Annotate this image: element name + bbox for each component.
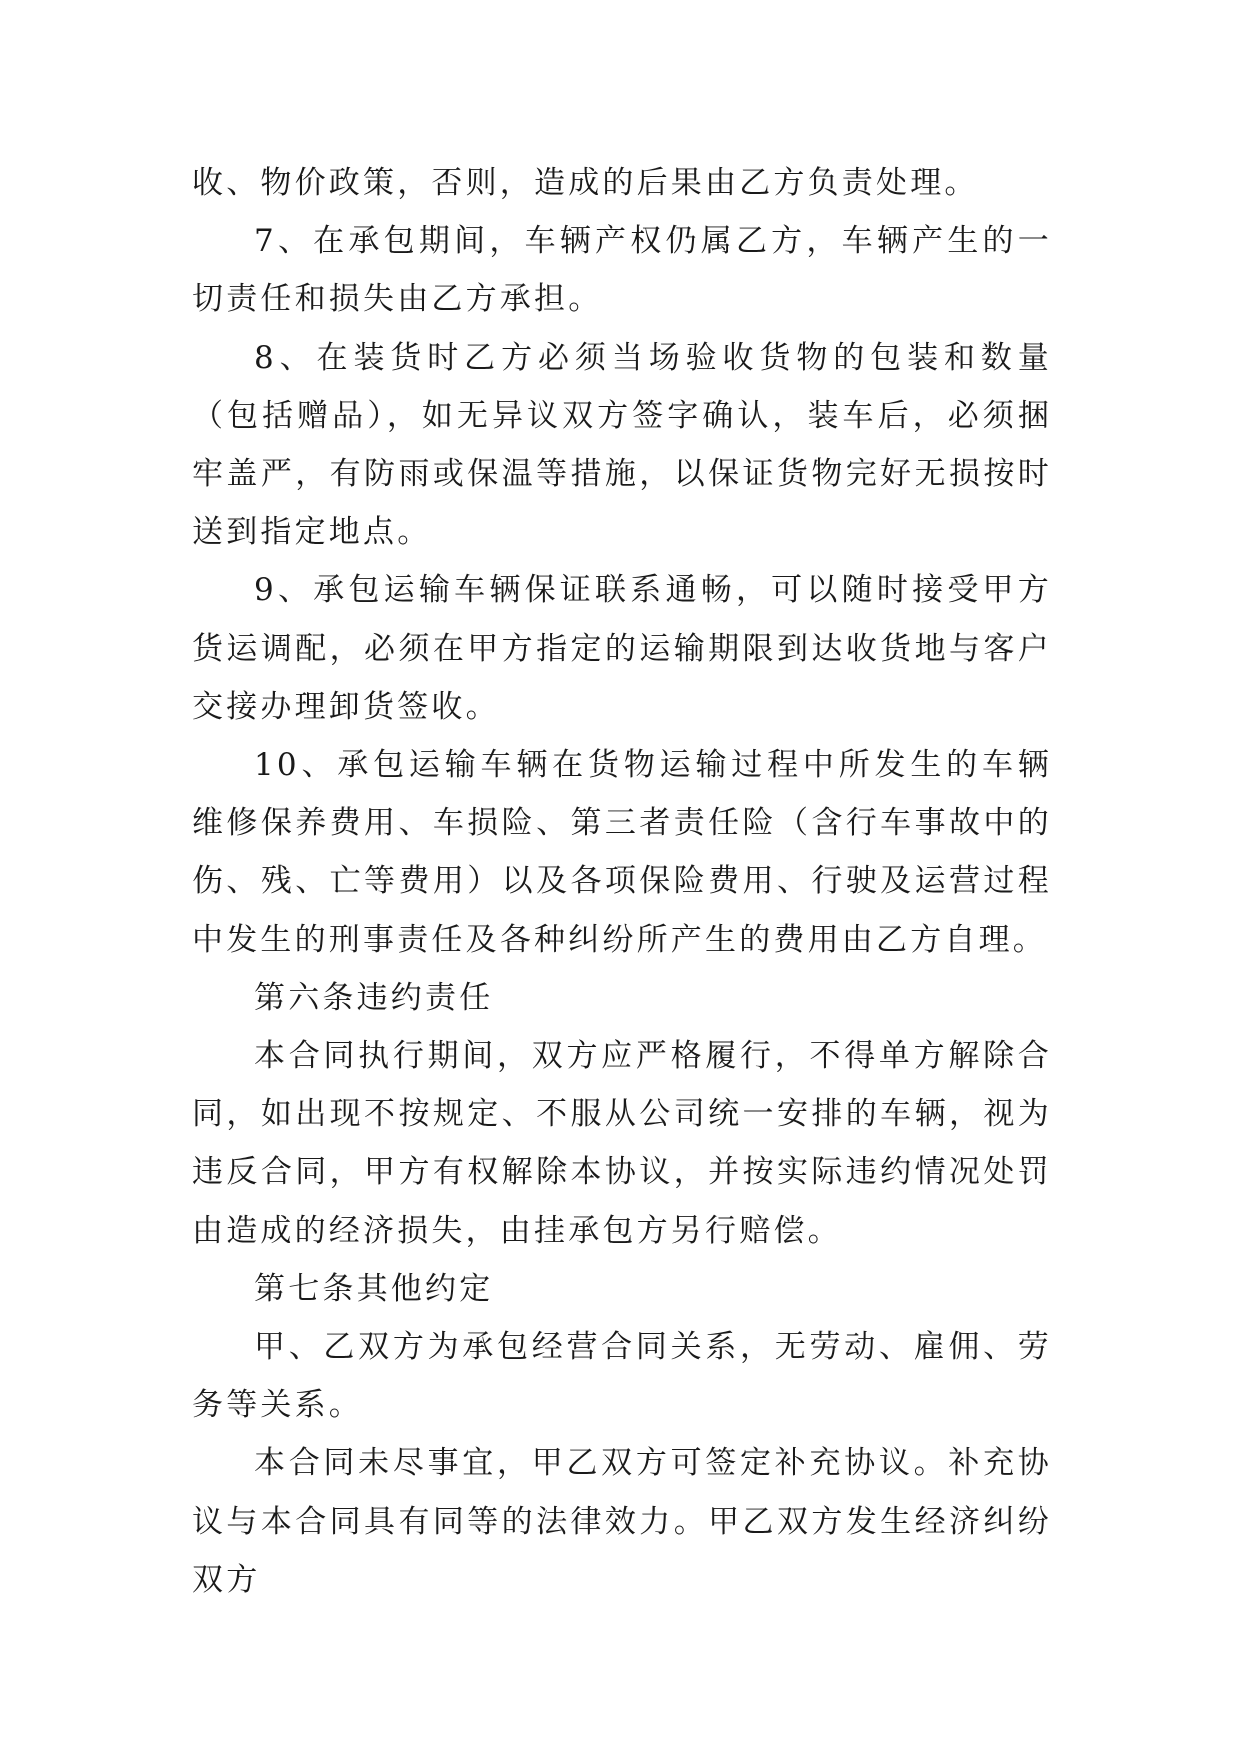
paragraph-breach-liability: 本合同执行期间，双方应严格履行，不得单方解除合同，如出现不按规定、不服从公司统一安排的车辆，视为违反合同，甲方有权解除本协议，并按实际违约情况处罚由造成的经济损失，由挂承包方另行赔偿。 (192, 1038, 1052, 1249)
section-heading-article-6: 第六条违约责任 (254, 979, 494, 1016)
paragraph-supplementary-agreement: 本合同未尽事宜，甲乙双方可签定补充协议。补充协议与本合同具有同等的法律效力。甲乙双方发生经济纠纷双方 (192, 1445, 1052, 1598)
document-body (192, 154, 1052, 1609)
paragraph-continuation: 收、物价政策，否则，造成的后果由乙方负责处理。 (192, 165, 979, 201)
paragraph-clause-8: 8、在装货时乙方必须当场验收货物的包装和数量（包括赠品），如无异议双方签字确认，装车后，必须捆牢盖严，有防雨或保温等措施，以保证货物完好无损按时送到指定地点。 (192, 339, 1052, 551)
paragraph-clause-10: 10、承包运输车辆在货物运输过程中所发生的车辆维修保养费用、车损险、第三者责任险（含行车事故中的伤、残、亡等费用）以及各项保险费用、行驶及运营过程中发生的刑事责任及各种纠纷所产生的费用由乙方自理。 (192, 747, 1052, 958)
paragraph-contract-relationship: 甲、乙双方为承包经营合同关系，无劳动、雇佣、劳务等关系。 (192, 1329, 1052, 1424)
section-heading-article-7: 第七条其他约定 (254, 1270, 494, 1307)
paragraph-clause-7: 7、在承包期间，车辆产权仍属乙方，车辆产生的一切责任和损失由乙方承担。 (192, 223, 1052, 318)
paragraph-clause-9: 9、承包运输车辆保证联系通畅，可以随时接受甲方货运调配，必须在甲方指定的运输期限到达收货地与客户交接办理卸货签收。 (192, 572, 1052, 725)
